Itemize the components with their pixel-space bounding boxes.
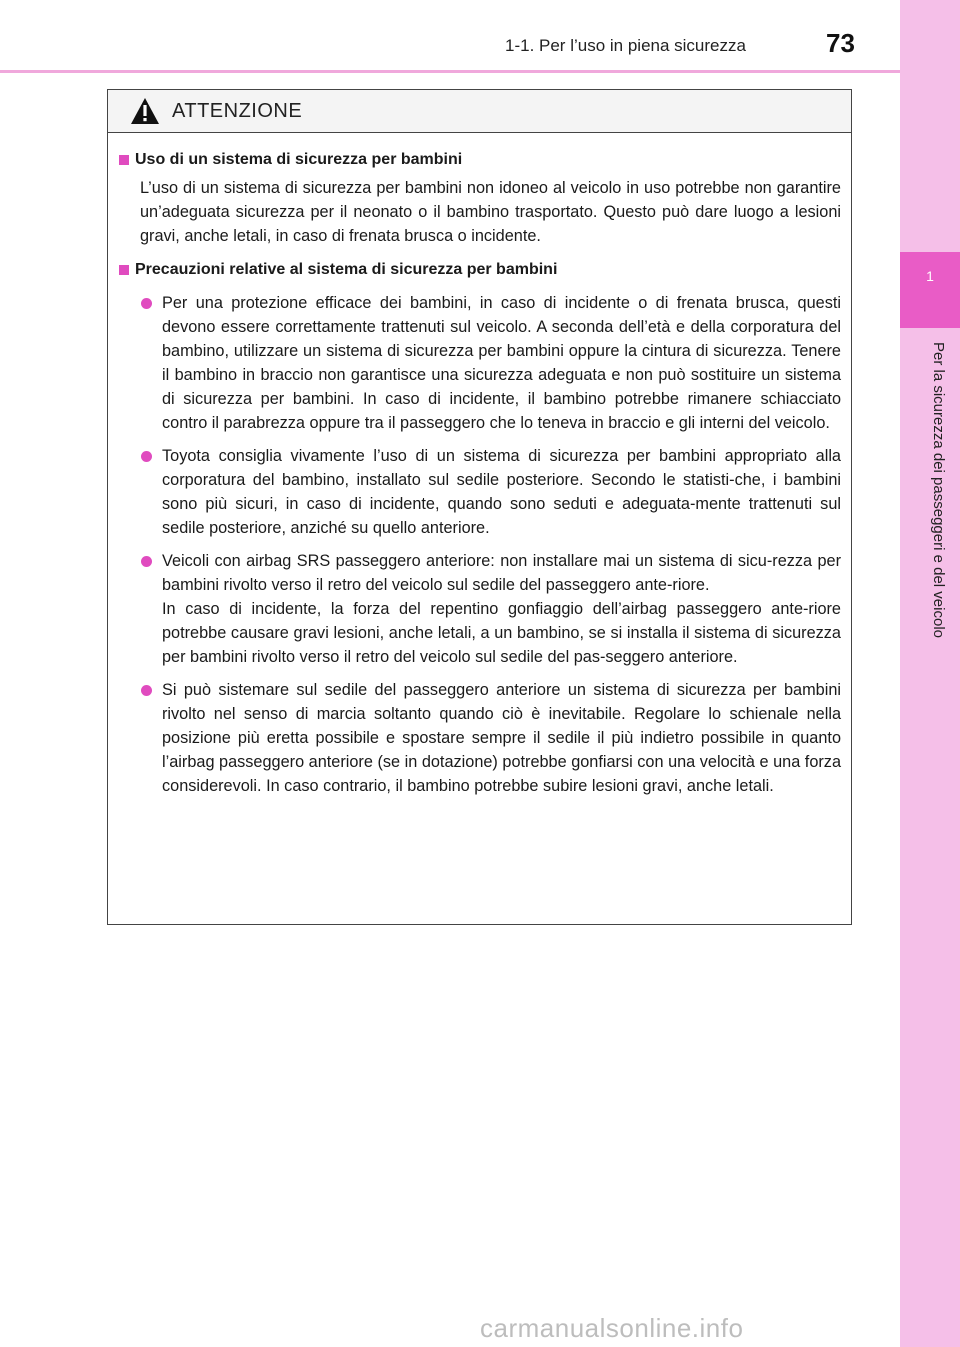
square-bullet-icon: [119, 265, 129, 275]
square-bullet-icon: [119, 155, 129, 165]
list-item-text-continued: In caso di incidente, la forza del repentino gonfiaggio dell’airbag passeggero ante-riore potrebbe causare gravi lesioni, anche letali, a un bambino, se si installa il sistema di sicurezza per bambini rivolto verso il retro del veicolo sul sedile del pas-seggero anteriore.: [162, 600, 841, 666]
section-heading-text: Uso di un sistema di sicurezza per bambini: [135, 151, 463, 168]
warning-header: [108, 90, 851, 133]
chapter-label: Per la sicurezza dei passeggeri e del veicolo: [930, 342, 947, 638]
round-bullet-icon: [141, 685, 152, 696]
chapter-number: 1: [926, 268, 934, 284]
list-item-text: Veicoli con airbag SRS passeggero anteriore: non installare mai un sistema di sicu-rezza per bambini rivolto verso il retro del veicolo sul sedile del passeggero ante-riore.: [162, 552, 841, 594]
section-heading: [119, 258, 841, 282]
warning-content: [108, 133, 851, 798]
round-bullet-icon: [141, 556, 152, 567]
chapter-side-tab[interactable]: [900, 0, 960, 1347]
section-title: 1-1. Per l’uso in piena sicurezza: [505, 36, 746, 55]
list-item-text: Toyota consiglia vivamente l’uso di un sistema di sicurezza per bambini appropriato alla corporatura del bambino, installato sul sedile posteriore. Secondo le statisti-che, i bambini sono più sicuri, in caso di incidente, quando sono seduti e adeguata-mente trattenuti sul sedile posteriore, anziché su quello anteriore.: [162, 447, 841, 537]
section-heading: [119, 148, 841, 172]
warning-title: ATTENZIONE: [172, 100, 303, 122]
section-paragraph: L’uso di un sistema di sicurezza per bambini non idoneo al veicolo in uso potrebbe non garantire un’adeguata sicurezza per il neonato o il bambino trasportato. Questo può dare luogo a lesioni gravi, anche letali, in caso di frenata brusca o incidente.: [140, 179, 841, 245]
round-bullet-icon: [141, 451, 152, 462]
list-item-text: Per una protezione efficace dei bambini, in caso di incidente o di frenata brusca, questi devono essere correttamente trattenuti sul veicolo. A seconda dell’età e della corporatura del bambino, utilizzare un sistema di sicurezza per bambini oppure la cintura di sicurezza. Tenere il bambino in braccio non garantisce una sicurezza adeguata e non può sostituire un sistema di sicurezza per bambini. In caso di incidente, il bambino potrebbe rimanere schiacciato contro il parabrezza oppure tra il passeggero che lo teneva in braccio e gli interni del veicolo.: [162, 294, 841, 432]
page-number: 73: [826, 28, 855, 58]
list-item: [119, 549, 841, 669]
list-item: [119, 291, 841, 435]
list-item-text: Si può sistemare sul sedile del passeggero anteriore un sistema di sicurezza per bambini rivolto nel senso di marcia soltanto quando ciò è inevitabile. Regolare lo schienale nella posizione più eretta possibile e spostare sempre il sedile il più indietro possibile in quanto l’airbag passeggero anteriore (se in dotazione) potrebbe gonfiarsi con una velocità e una forza considerevoli. In caso contrario, il bambino potrebbe subire lesioni gravi, anche letali.: [162, 681, 841, 795]
chapter-number-box: [900, 252, 960, 328]
header-rule: [0, 70, 900, 73]
section-heading-text: Precauzioni relative al sistema di sicurezza per bambini: [135, 261, 558, 278]
list-item: [119, 444, 841, 540]
watermark: carmanualsonline.info: [480, 1313, 744, 1343]
round-bullet-icon: [141, 298, 152, 309]
list-item: [119, 678, 841, 798]
warning-triangle-icon: [130, 97, 160, 125]
warning-box: [107, 89, 852, 925]
